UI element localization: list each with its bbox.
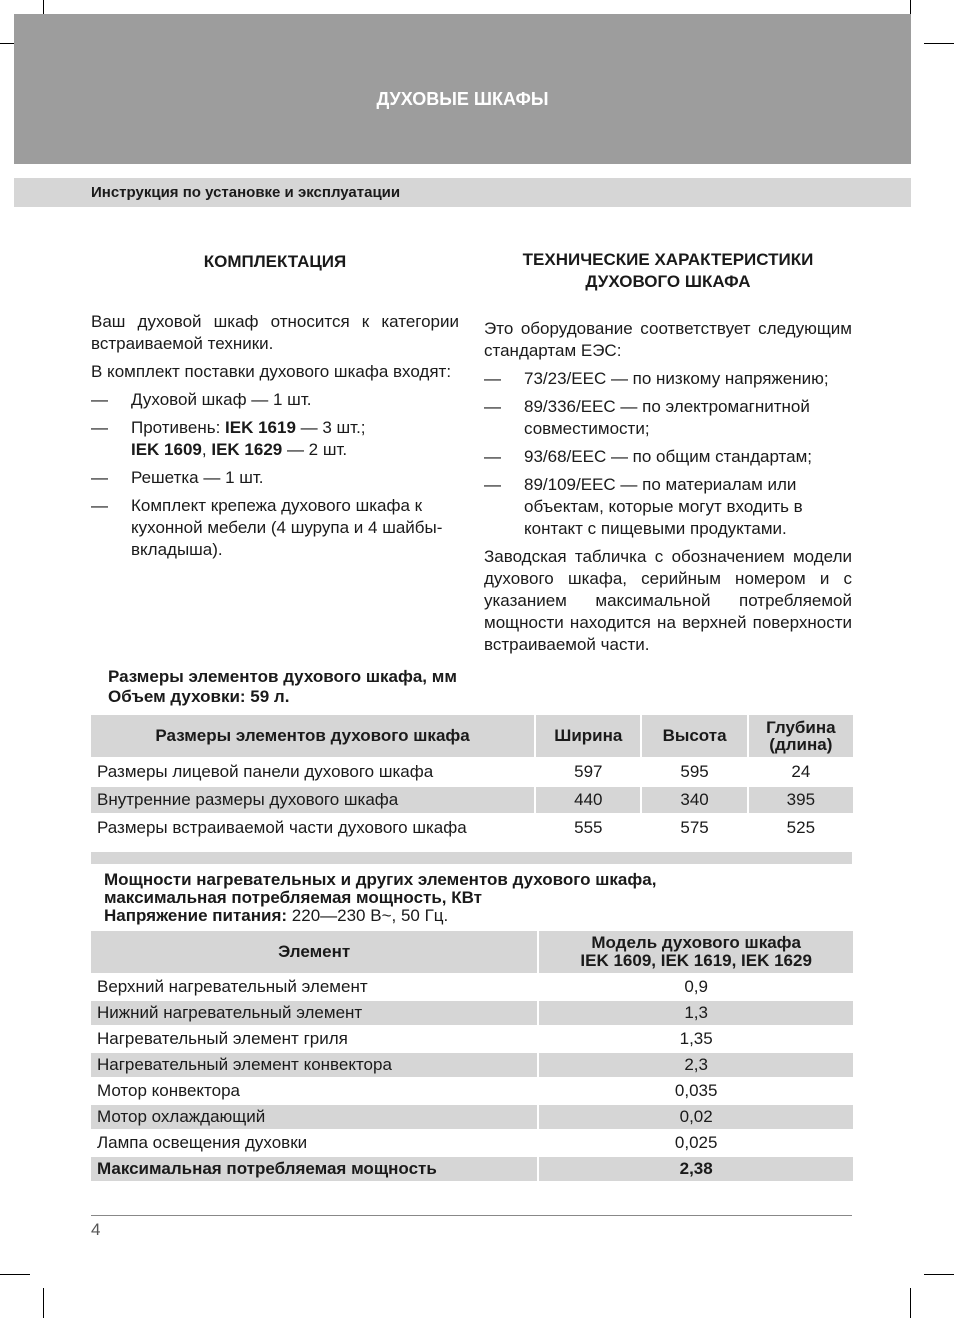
section-heading-kit: КОМПЛЕКТАЦИЯ — [203, 252, 347, 271]
paragraph: Заводская табличка с обозначением модели духового шкафа, серийным номером и с указанием максимальной потребляемой мощности находится на верхней поверхности встраиваемой части. — [484, 547, 852, 654]
list-item: — Комплект крепежа духового шкафа к кухонной мебели (4 шурупа и 4 шайбы-вкладыша). — [91, 496, 443, 559]
list-item: — Духовой шкаф — 1 шт. — [91, 390, 312, 409]
power-table — [89, 929, 855, 1183]
document-subtitle: Инструкция по установке и эксплуатации — [91, 184, 401, 201]
left-column — [91, 249, 459, 567]
list-item: — 73/23/ЕЕС — по низкому напряжению; — [484, 369, 829, 388]
table-row: Лампа освещения духовки 0,025 — [97, 1133, 718, 1152]
right-column — [484, 249, 852, 662]
crop-mark — [910, 1288, 911, 1318]
table-header-row: Элемент Модель духового шкафа IEK 1609, IEK 1619, IEK 1629 — [91, 931, 853, 973]
page-title: ДУХОВЫЕ ШКАФЫ — [376, 89, 549, 109]
paragraph: Ваш духовой шкаф относится к категории встраиваемой техники. — [91, 312, 459, 353]
list-item: — Решетка — 1 шт. — [91, 468, 264, 487]
table2-title: Мощности нагревательных и других элементов духового шкафа, максимальная потребляемая мощность, КВт Напряжение питания: 220—230 В~, 50 Гц. — [104, 870, 657, 925]
footer-divider — [91, 1215, 852, 1216]
crop-mark — [924, 1274, 954, 1275]
table-row: Мотор охлаждающий 0,02 — [91, 1105, 853, 1129]
table-row: Нижний нагревательный элемент 1,3 — [91, 1001, 853, 1025]
table-row: Нагревательный элемент гриля 1,35 — [97, 1029, 713, 1048]
subheader-band — [14, 178, 911, 207]
crop-mark — [924, 43, 954, 44]
separator-bar — [91, 852, 852, 864]
table1-title: Размеры элементов духового шкафа, мм Объем духовки: 59 л. — [108, 667, 457, 706]
list-item: — 89/336/ЕЕС — по электромагнитной совместимости; — [484, 397, 810, 438]
standards-list — [484, 368, 852, 540]
table-header-row: Размеры элементов духового шкафа Ширина Высота Глубина (длина) — [91, 715, 853, 757]
paragraph: Это оборудование соответствует следующим стандартам ЕЭС: — [484, 319, 852, 360]
table-row-total: Максимальная потребляемая мощность 2,38 — [91, 1157, 853, 1181]
page-number: 4 — [91, 1220, 101, 1239]
list-item: — 93/68/ЕЕС — по общим стандартам; — [484, 447, 812, 466]
header-band — [14, 14, 911, 164]
paragraph: В комплект поставки духового шкафа входят: — [91, 362, 452, 381]
table-row: Нагревательный элемент конвектора 2,3 — [91, 1053, 853, 1077]
table-row: Верхний нагревательный элемент 0,9 — [97, 977, 708, 996]
table-row: Размеры встраиваемой части духового шкафа 555 575 525 — [97, 818, 816, 837]
crop-mark — [43, 1288, 44, 1318]
table-row: Внутренние размеры духового шкафа 440 340 395 — [91, 787, 853, 813]
list-item: — 89/109/ЕЕС — по материалам или объектам, которые могут входить в контакт с пищевыми продуктами. — [484, 475, 803, 538]
list-item: — Противень: IEK 1619 — 3 шт.; IEK 1609, IEK 1629 — 2 шт. — [91, 418, 366, 459]
dimensions-table — [89, 713, 855, 843]
section-heading-specs: ТЕХНИЧЕСКИЕ ХАРАКТЕРИСТИКИ ДУХОВОГО ШКАФА — [522, 250, 814, 291]
crop-mark — [0, 1274, 30, 1275]
kit-list — [91, 389, 459, 561]
table-row: Мотор конвектора 0,035 — [97, 1081, 718, 1100]
table-row: Размеры лицевой панели духового шкафа 597 595 24 — [97, 762, 811, 781]
